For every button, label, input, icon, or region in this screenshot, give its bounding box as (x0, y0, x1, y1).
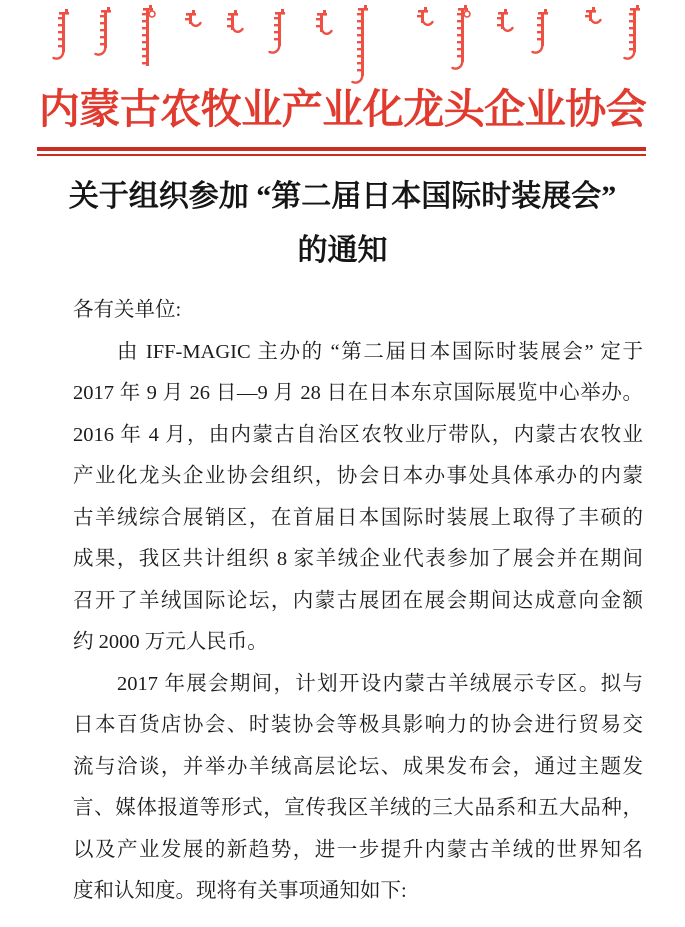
body-line: 召开了羊绒国际论坛，内蒙古展团在展会期间达成意向金额 (73, 589, 643, 612)
body-line: 言、媒体报道等形式，宣传我区羊绒的三大品系和五大品种， (73, 797, 643, 819)
body-line: 约 2000 万元人民币。 (73, 631, 268, 653)
body-line: 由 IFF-MAGIC 主办的 “第二届日本国际时装展会” 定于 (117, 340, 643, 363)
body-line: 2017 年展会期间，计划开设内蒙古羊绒展示专区。拟与 (117, 672, 643, 695)
body-line: 日本百货店协会、时装协会等极具影响力的协会进行贸易交 (73, 714, 643, 736)
notice-body (73, 290, 643, 913)
body-line: 度和认知度。现将有关事项通知如下: (73, 880, 407, 902)
organization-title: 内蒙古农牧业产业化龙头企业协会 (38, 86, 647, 132)
body-line: 各有关单位: (73, 299, 182, 321)
body-line: 以及产业发展的新趋势，进一步提升内蒙古羊绒的世界知名 (73, 838, 643, 861)
body-line: 古羊绒综合展销区，在首届日本国际时装展上取得了丰硕的 (73, 506, 643, 529)
body-line: 成果，我区共计组织 8 家羊绒企业代表参加了展会并在期间 (73, 548, 643, 570)
letterhead-divider (37, 147, 646, 156)
body-line: 2016 年 4 月，由内蒙古自治区农牧业厅带队，内蒙古农牧业 (73, 423, 643, 446)
mongolian-script-header-icon (0, 0, 685, 92)
body-line: 产业化龙头企业协会组织，协会日本办事处具体承办的内蒙 (73, 465, 643, 487)
notice-title-line1: 关于组织参加 “第二届日本国际时装展会” (68, 180, 617, 213)
notice-title-line2: 的通知 (297, 234, 388, 267)
body-line: 2017 年 9 月 26 日—9 月 28 日在日本东京国际展览中心举办。 (73, 382, 643, 404)
body-line: 流与洽谈，并举办羊绒高层论坛、成果发布会，通过主题发 (73, 755, 643, 778)
